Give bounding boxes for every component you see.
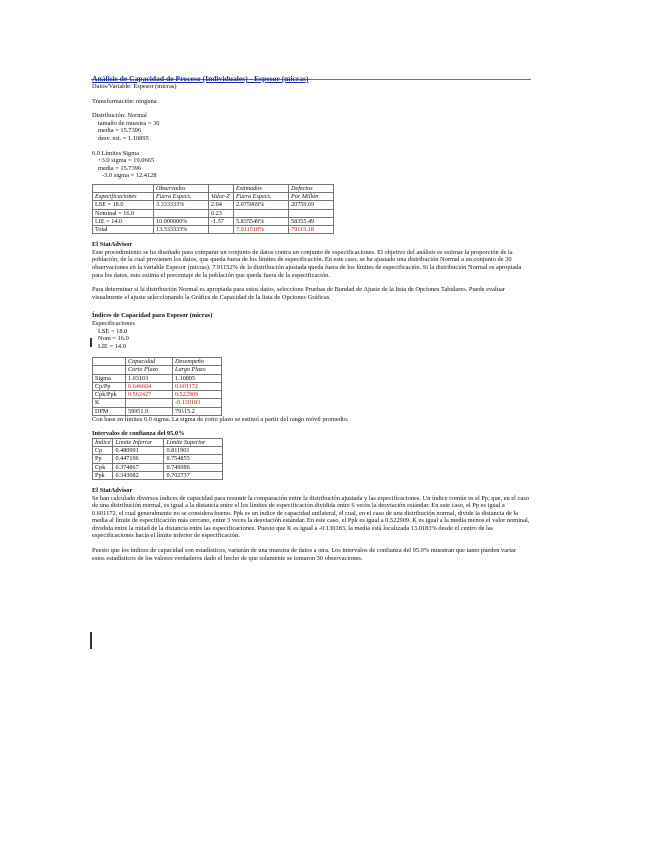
table-cell: 0.562427 <box>126 391 173 399</box>
table-header: Por Millón <box>289 193 334 201</box>
table-cell: Sigma <box>93 374 126 382</box>
table-cell: 79115.18 <box>289 225 334 233</box>
report <box>92 74 530 562</box>
table-row <box>93 455 223 463</box>
table-header: Corto Plazo <box>126 366 173 374</box>
table-row <box>93 391 222 399</box>
table-row <box>93 382 222 390</box>
report-title: Análisis de Capacidad de Proceso (Individuales) - Espesor (micras) <box>92 74 309 83</box>
table-cell: 2.04 <box>209 201 234 209</box>
table-cell: -0.130183 <box>173 399 222 407</box>
table-cell: Ppk <box>93 471 113 479</box>
table-header: Límite Superior <box>164 438 223 446</box>
table-header-row <box>93 366 222 374</box>
statadvisor-title: El StatAdvisor <box>92 486 133 494</box>
table-cell <box>234 209 289 217</box>
table-cell: 58355.49 <box>289 217 334 225</box>
table-cell: Cp/Pp <box>93 382 126 390</box>
table-cell <box>209 225 234 233</box>
capability-table <box>92 357 222 415</box>
table-cell: 5.835549% <box>234 217 289 225</box>
statadvisor-title: El StatAdvisor <box>92 241 133 249</box>
table-cell: 2.075969% <box>234 201 289 209</box>
confidence-title: Intervalos de confianza del 95.0% <box>92 430 185 438</box>
table-cell: 79115.2 <box>173 407 222 415</box>
table-header-row <box>93 193 334 201</box>
table-cell: K <box>93 399 126 407</box>
table-cell: 0.811901 <box>164 447 223 455</box>
table-row <box>93 201 334 209</box>
table-cell: 7.911518% <box>234 225 289 233</box>
limits-mean: media = 15.7396 <box>98 164 142 172</box>
table-cell: 0.749986 <box>164 463 223 471</box>
table-cell: 1.03103 <box>126 374 173 382</box>
table-cell: Cpk <box>93 463 113 471</box>
table-cell: LSE = 18.0 <box>93 201 154 209</box>
table-cell: 20759.69 <box>289 201 334 209</box>
table-cell: Cp <box>93 447 113 455</box>
std-dev: desv. est. = 1.10895 <box>98 134 149 142</box>
table-cell: -1.57 <box>209 217 234 225</box>
table-cell: LIE = 14.0 <box>93 217 154 225</box>
table-cell: Cpk/Ppk <box>93 391 126 399</box>
table-header <box>209 184 234 192</box>
nom-value: Nom = 16.0 <box>98 335 129 343</box>
table-cell: Nominal = 16.0 <box>93 209 154 217</box>
table-cell: 3.333333% <box>154 201 209 209</box>
lse-value: LSE = 18.0 <box>98 327 128 335</box>
statadvisor-paragraph: Este procedimiento se ha diseñado para comparar un conjunto de datos contra un conjunto de especificaciones. El objetivo del análisis es estimar la proporción de la población, de la cual provienen los datos, que queda fuera de los límites de especificación. En este caso, se ha ajustado una distribución Normal a un conjunto de 30 observaciones en la variable Espesor (micras). 7.91152% de la distribución ajustada queda fuera de los límites de especificación. Si la distribución Normal es apropiada para los datos, esto estima el porcentaje de la población que queda fuera de la especificación. <box>92 248 522 279</box>
table-cell <box>289 209 334 217</box>
table-header: Fuera Especs. <box>234 193 289 201</box>
table-row <box>93 225 334 233</box>
lie-value: LIE = 14.0 <box>98 342 126 350</box>
table-group-header-row <box>93 184 334 192</box>
table-cell: Pp <box>93 455 113 463</box>
indices-title: Índices de Capacidad para Espesor (micras) <box>92 312 213 320</box>
table-cell: 10.000000% <box>154 217 209 225</box>
table-row <box>93 374 222 382</box>
table-cell: 0.646604 <box>126 382 173 390</box>
specs-table <box>92 184 334 234</box>
table-row <box>93 217 334 225</box>
table-cell: 0.522909 <box>173 391 222 399</box>
table-header-row <box>93 438 223 446</box>
table-header: Defectos <box>289 184 334 192</box>
table-cell <box>154 209 209 217</box>
table-cell: 0.447196 <box>113 455 164 463</box>
table-header <box>93 366 126 374</box>
table-cell: 0.480991 <box>113 447 164 455</box>
table-header: Largo Plazo <box>173 366 222 374</box>
table-header: Fuera Especs. <box>154 193 209 201</box>
table-cell: 0.702737 <box>164 471 223 479</box>
mean-value: media = 15.7396 <box>98 127 142 135</box>
section-marker <box>90 632 92 649</box>
table-cell <box>126 399 173 407</box>
table-header-row <box>93 358 222 366</box>
sample-size: tamaño de muestra = 30 <box>98 119 160 127</box>
table-cell: 0.601172 <box>173 382 222 390</box>
indices-note: Con base en límites 6.0 sigma. La sigma de corto plazo se estimó a partir del rango móvil promedio. <box>92 415 349 423</box>
table-row <box>93 399 222 407</box>
table-cell: 1.10895 <box>173 374 222 382</box>
table-row <box>93 407 222 415</box>
table-header: Estimados <box>234 184 289 192</box>
confidence-table <box>92 438 223 480</box>
table-cell: 0.23 <box>209 209 234 217</box>
table-header <box>93 358 126 366</box>
lower-sigma: -3.0 sigma = 12.4128 <box>102 172 157 180</box>
table-header: Índice <box>93 438 113 446</box>
table-cell: 59951.9 <box>126 407 173 415</box>
limits-label: 6.0 Límites Sigma <box>92 149 140 157</box>
distribucion-label: Distribución: Normal <box>92 112 147 120</box>
table-cell: 13.333333% <box>154 225 209 233</box>
datos-line: Datos/Variable: Espesor (micras) <box>92 83 177 90</box>
upper-sigma: +3.0 sigma = 19.0665 <box>98 157 155 165</box>
statadvisor-paragraph: Se han calculado diversos índices de capacidad para resumir la comparación entre la distribución ajustada y las especificaciones. Un índice común es el Pp, que, en el caso de una distribución normal, es igual a la distancia entre el los límites de especificación dividida entre 6 veces la desviación estándar. En este caso, el Pp es igual a 0.601172, el cual generalmente no se considera bueno. Ppk es un índice de capacidad unilateral, el cual, en el caso de una distribución normal, divide la distancia de la media al límite de especificación más cercano, entre 3 veces la desviación estándar. En este caso, el Ppk es igual a 0.522909. K es igual a la media menos el valor nominal, dividida entre la mitad de la distancia entre las especificaciones. Puesto que K es igual a -0.130183, la media está localizada 13.0183% desde el centro de las especificaciones hacia el límite inferior de especificación. <box>92 494 530 540</box>
transformacion-line: Transformación: ninguna <box>92 97 157 105</box>
table-cell: 0.374867 <box>113 463 164 471</box>
table-row <box>93 447 223 455</box>
table-header: Desempeño <box>173 358 222 366</box>
table-row <box>93 463 223 471</box>
table-header <box>93 184 154 192</box>
table-header: Límite Inferior <box>113 438 164 446</box>
spec-label: Especificaciones <box>92 319 135 327</box>
table-cell: DPM <box>93 407 126 415</box>
table-cell: Total <box>93 225 154 233</box>
statadvisor-paragraph: Puesto que los índices de capacidad son estadísticos, variarán de una muestra de datos a otra. Los intervalos de confianza del 95.0% muestran que tanto pueden variar estos estadísticos de los valores verdaderos dado el hecho de que solamente se tomaron 30 observaciones. <box>92 547 516 562</box>
table-cell: 0.343082 <box>113 471 164 479</box>
statadvisor-paragraph: Para determinar si la distribución Normal es apropiada para estos datos, seleccione Pruebas de Bondad de Ajuste de la lista de Opciones Tabulares. Puede evaluar visualmente el ajuste seleccionando la Gráfica de Capacidad de la lista de Opciones Gráficas. <box>92 286 505 301</box>
table-row <box>93 471 223 479</box>
table-header: Especificaciones <box>93 193 154 201</box>
table-row <box>93 209 334 217</box>
table-header: Valor-Z <box>209 193 234 201</box>
table-cell: 0.754855 <box>164 455 223 463</box>
table-header: Observados <box>154 184 209 192</box>
table-header: Capacidad <box>126 358 173 366</box>
